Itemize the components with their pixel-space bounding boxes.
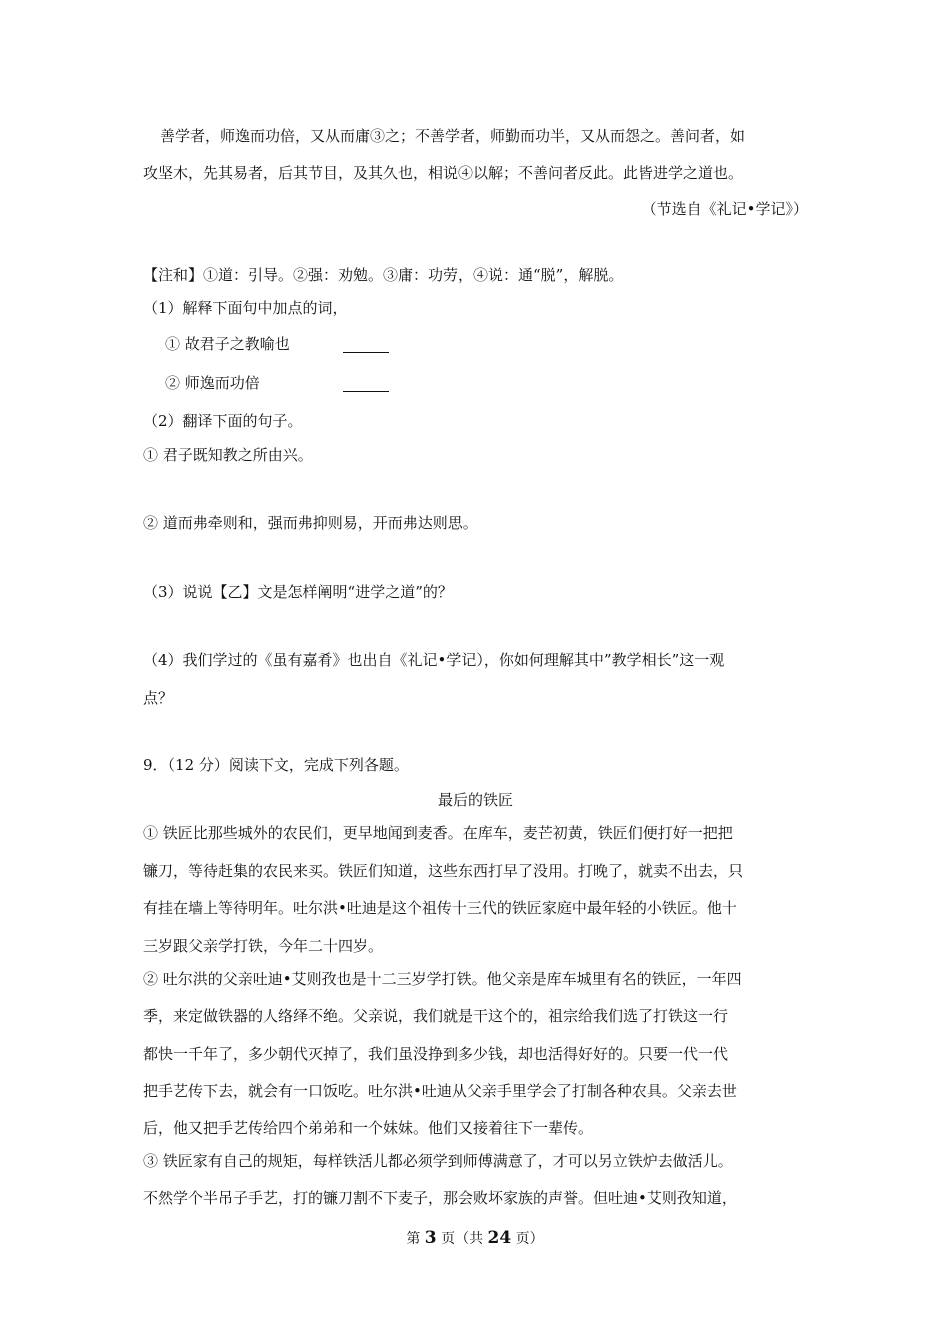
footer-suffix: 页） — [515, 1231, 544, 1247]
passage-source: （节选自《礼记•学记》） — [641, 200, 808, 218]
passage-line: 攻坚木，先其易者，后其节目，及其久也，相说④以解；不善问者反此。此皆进学之道也。 — [143, 164, 744, 182]
article-line: 不然学个半吊子手艺，打的镰刀割不下麦子，那会败坏家族的声誉。但吐迪•艾则孜知道， — [143, 1189, 737, 1207]
article-line: ② 吐尔洪的父亲吐迪•艾则孜也是十二三岁学打铁。他父亲是库车城里有名的铁匠，一年四 — [143, 970, 742, 988]
article-line: 有挂在墙上等待明年。吐尔洪•吐迪是这个祖传十三代的铁匠家庭中最年轻的小铁匠。他十 — [143, 899, 737, 917]
question-2-item-1: ① 君子既知教之所由兴。 — [143, 446, 313, 464]
article-line: 后，他又把手艺传给四个弟弟和一个妹妹。他们又接着往下一辈传。 — [143, 1119, 594, 1137]
passage-line: 善学者，师逸而功倍，又从而庸③之；不善学者，师勤而功半，又从而怨之。善问者，如 — [160, 127, 746, 145]
answer-blank-1[interactable] — [343, 338, 389, 353]
question-1-stem: （1）解释下面句中加点的词， — [143, 299, 348, 317]
article-line: ① 铁匠比那些城外的农民们，更早地闻到麦香。在库车，麦芒初黄，铁匠们便打好一把把 — [143, 824, 733, 842]
question-1-item-2: ② 师逸而功倍 — [165, 374, 260, 392]
page-footer — [0, 1228, 950, 1249]
footer-prefix: 第 — [406, 1231, 421, 1247]
question-1-item-1: ① 故君子之教喻也 — [165, 335, 290, 353]
question-2-item-2: ② 道而弗牵则和，强而弗抑则易，开而弗达则思。 — [143, 514, 478, 532]
article-title: 最后的铁匠 — [437, 791, 513, 809]
article-line: ③ 铁匠家有自己的规矩，每样铁活儿都必须学到师傅满意了，才可以另立铁炉去做活儿。 — [143, 1152, 733, 1170]
article-line: 镰刀，等待赶集的农民来买。铁匠们知道，这些东西打早了没用。打晚了，就卖不出去，只 — [143, 862, 744, 880]
article-line: 三岁跟父亲学打铁，今年二十四岁。 — [143, 937, 384, 955]
question-3: （3）说说【乙】文是怎样阐明“进学之道”的？ — [143, 583, 453, 601]
article-line: 把手艺传下去，就会有一口饭吃。吐尔洪•吐迪从父亲手里学会了打制各种农具。父亲去世 — [143, 1082, 737, 1100]
total-pages: 24 — [487, 1228, 512, 1248]
article-line: 都快一千年了，多少朝代灭掉了，我们虽没挣到多少钱，却也活得好好的。只要一代一代 — [143, 1045, 729, 1063]
article-line: 季，来定做铁器的人络绎不绝。父亲说，我们就是干这个的，祖宗给我们选了打铁这一行 — [143, 1007, 729, 1025]
annotation-notes: 【注和】①道：引导。②强：劝勉。③庸：功劳，④说：通“脱”，解脱。 — [143, 266, 624, 284]
question-9-header: 9．（12 分）阅读下文，完成下列各题。 — [143, 756, 409, 774]
footer-middle: 页（共 — [441, 1231, 484, 1247]
question-2-stem: （2）翻译下面的句子。 — [143, 412, 303, 430]
page-number: 3 — [424, 1228, 437, 1248]
answer-blank-2[interactable] — [343, 377, 389, 392]
question-4-line: 点？ — [143, 689, 174, 707]
question-4-line: （4）我们学过的《虽有嘉肴》也出自《礼记•学记），你如何理解其中”教学相长”这一观 — [143, 651, 725, 669]
